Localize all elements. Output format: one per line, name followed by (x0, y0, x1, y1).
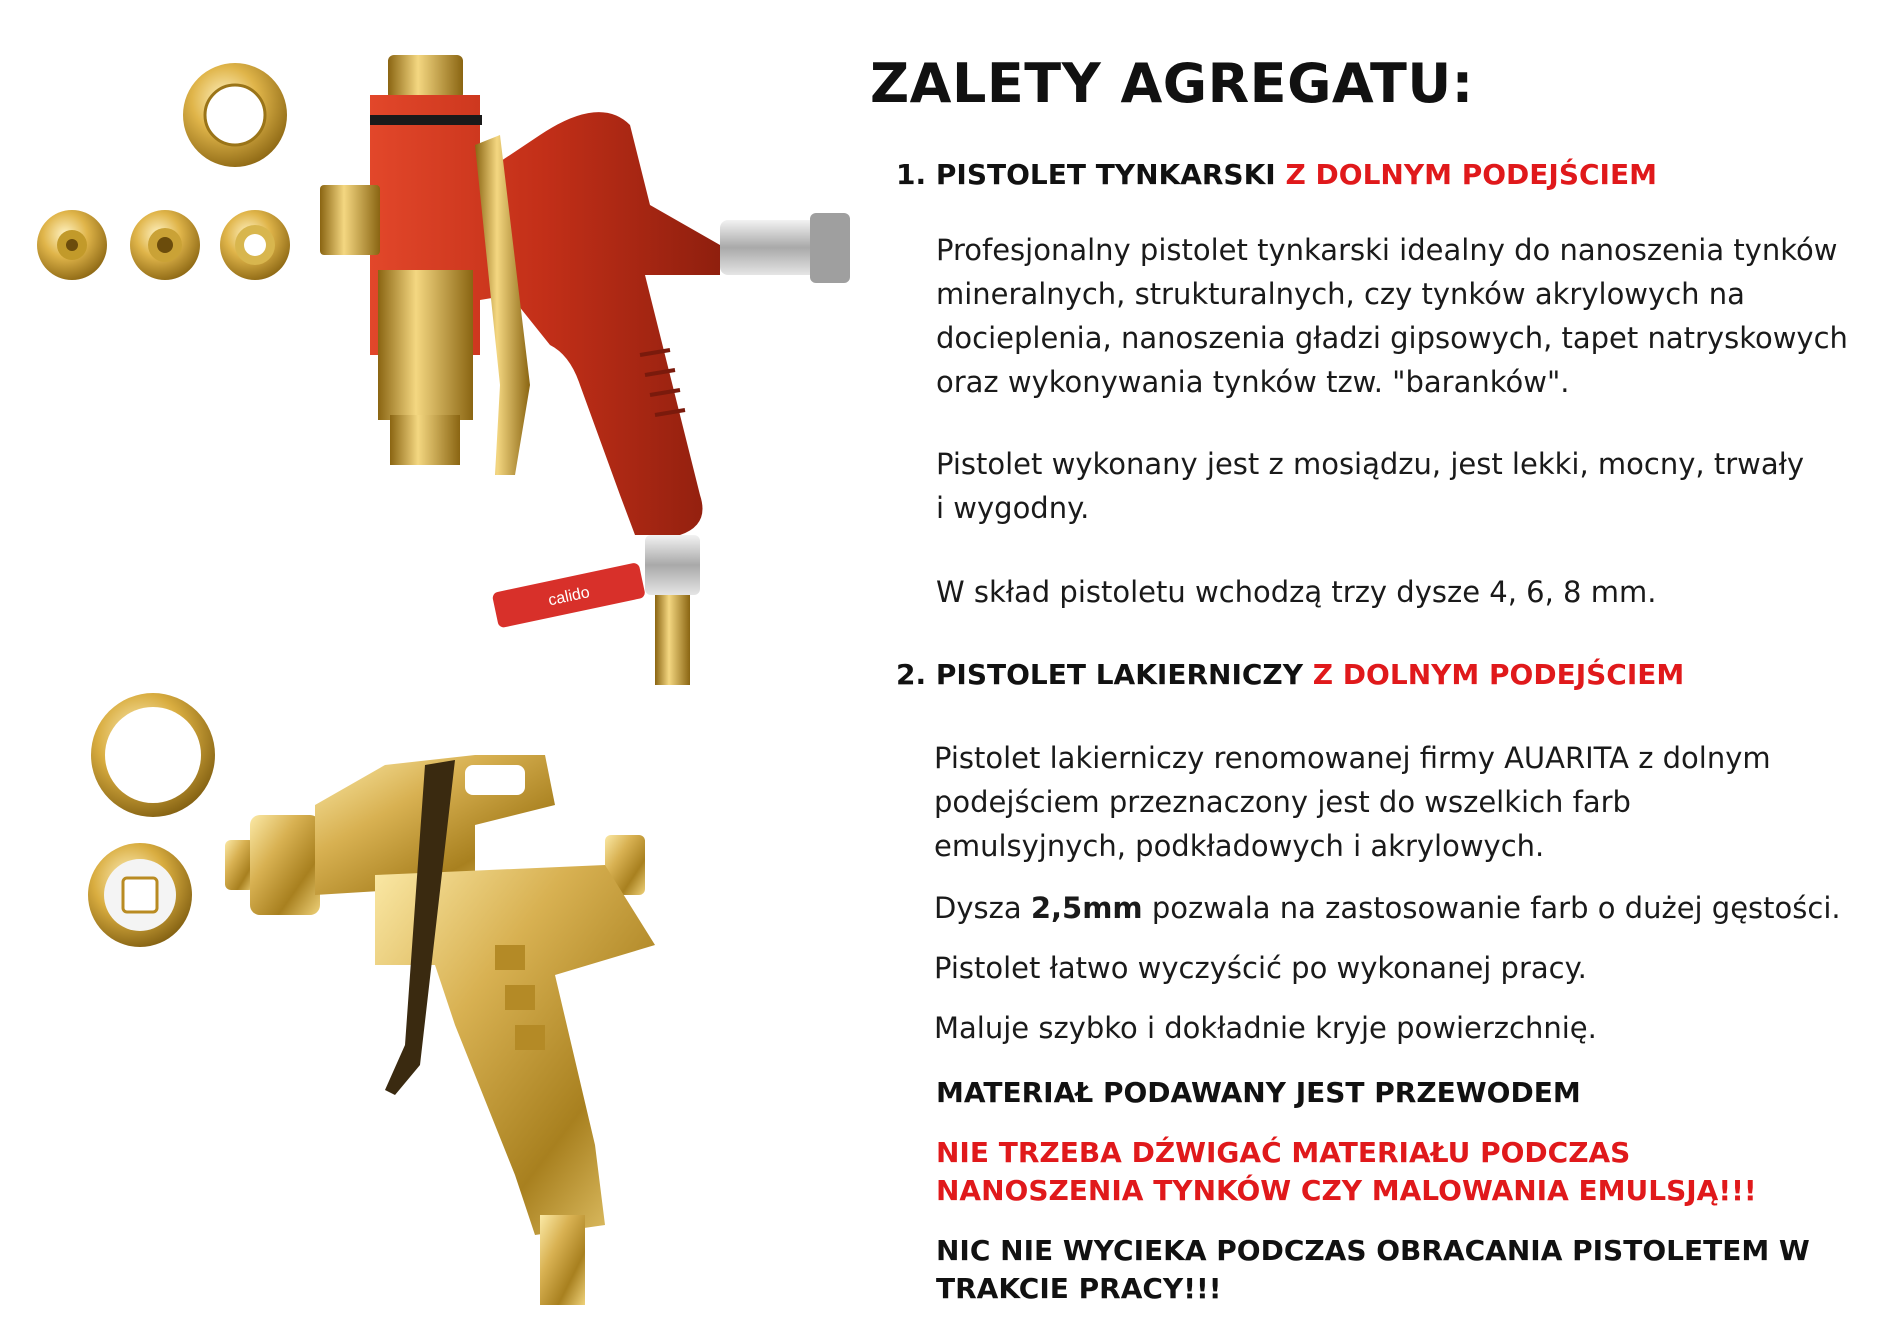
section2-paragraph-1: Pistolet lakierniczy renomowanej firmy AUARITA z dolnym podejściem przeznaczony jest do wszelkich farb emulsyjnych, podkładowych i akrylowych. (934, 741, 1771, 863)
plaster-gun-nozzles (30, 55, 290, 285)
section1-heading-red: Z DOLNYM PODEJŚCIEM (1285, 158, 1657, 191)
nozzle-6mm (130, 210, 200, 280)
section1-paragraph-1: Profesjonalny pistolet tynkarski idealny do nanoszenia tynków mineralnych, strukturalnych, czy tynków akrylowych na docieplenia, nanoszenia gładzi gipsowych, tapet natryskowych oraz wykonywania tynków tzw. "baranków". (936, 233, 1848, 399)
section1-paragraph-3: W skład pistoletu wchodzą trzy dysze 4, 6, 8 mm. (936, 575, 1657, 609)
nozzle-prefix: Dysza (934, 891, 1031, 925)
section2-heading (896, 658, 1684, 691)
section2-nozzle-line (934, 886, 1874, 930)
nozzle-8mm (220, 210, 290, 280)
section1-heading (896, 158, 1657, 191)
section2-heading-red: Z DOLNYM PODEJŚCIEM (1312, 658, 1685, 691)
page-title: ZALETY AGREGATU: (870, 52, 1474, 115)
ring-nozzle (183, 63, 287, 167)
note-material: MATERIAŁ PODAWANY JEST PRZEWODEM (936, 1076, 1581, 1109)
note-no-lifting: NIE TRZEBA DŹWIGAĆ MATERIAŁU PODCZAS NANOSZENIA TYNKÓW CZY MALOWANIA EMULSJĄ!!! (936, 1136, 1757, 1207)
plastering-gun-image (300, 55, 860, 705)
section2-cleaning: Pistolet łatwo wyczyścić po wykonanej pracy. (934, 951, 1587, 985)
nozzle-4mm (37, 210, 107, 280)
valve-label: calido (546, 584, 592, 610)
section2-heading-black: PISTOLET LAKIERNICZY (935, 658, 1303, 691)
advantages-text (870, 0, 1880, 1338)
nozzle-size: 2,5mm (1030, 891, 1143, 925)
section2-number: 2. (896, 658, 927, 691)
product-images (0, 0, 870, 1338)
note-no-leak: NIC NIE WYCIEKA PODCZAS OBRACANIA PISTOLETEM W TRAKCIE PRACY!!! (936, 1234, 1810, 1305)
section1-heading-black: PISTOLET TYNKARSKI (935, 158, 1276, 191)
section2-painting: Maluje szybko i dokładnie kryje powierzchnię. (934, 1011, 1597, 1045)
section1-paragraph-2: Pistolet wykonany jest z mosiądzu, jest lekki, mocny, trwały i wygodny. (936, 447, 1805, 525)
paint-gun-parts (85, 690, 225, 960)
paint-gun-image (225, 745, 725, 1325)
nozzle-suffix: pozwala na zastosowanie farb o dużej gęstości. (1142, 891, 1841, 925)
section1-number: 1. (896, 158, 927, 191)
